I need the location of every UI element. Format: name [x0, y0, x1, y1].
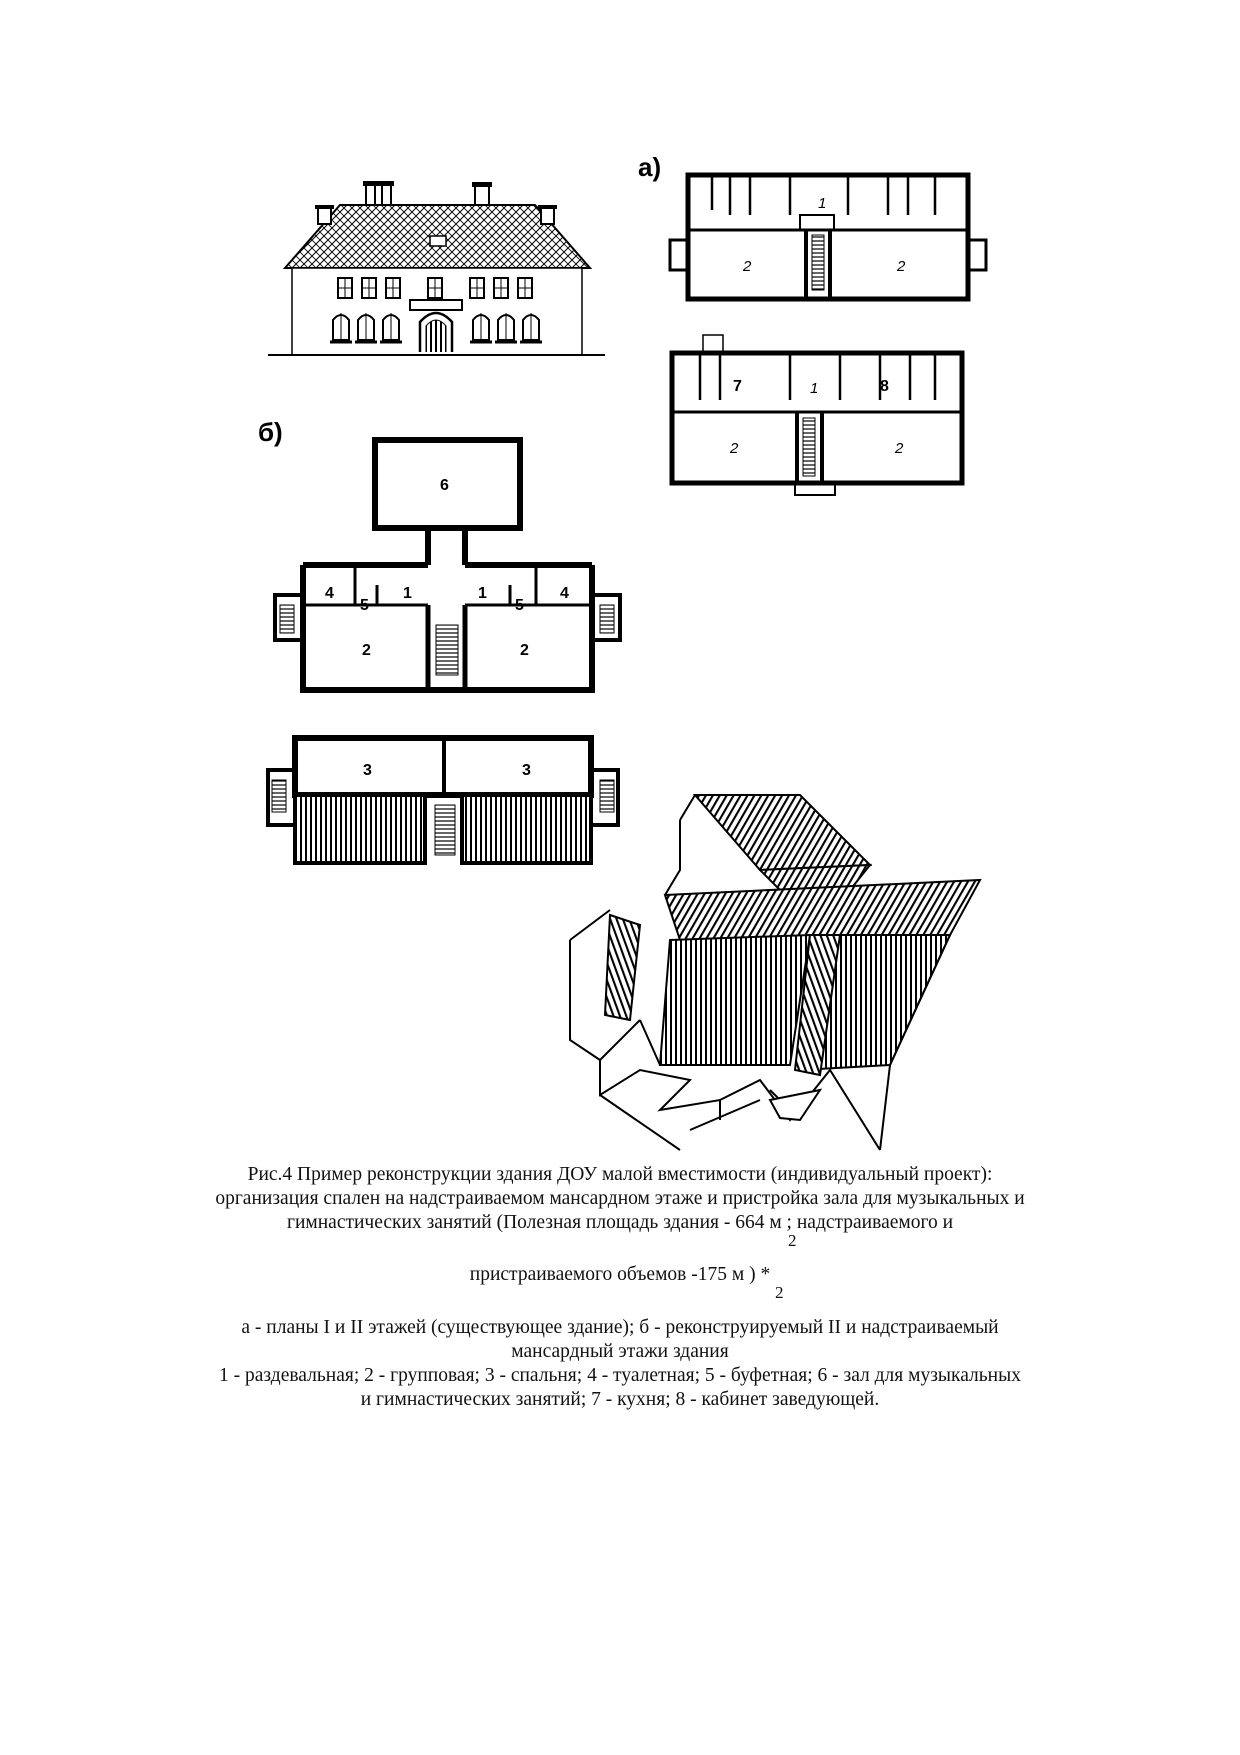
- room-number: 2: [743, 258, 752, 275]
- room-number: 1: [818, 195, 827, 212]
- caption-line: Рис.4 Пример реконструкции здания ДОУ малой вместимости (индивидуальный проект):: [247, 1164, 993, 1185]
- room-number: 4: [325, 585, 334, 602]
- legend-line: и гимнастических занятий; 7 - кухня; 8 - кабинет заведующей.: [360, 1389, 880, 1410]
- room-number: 4: [560, 585, 569, 602]
- room-number: 5: [515, 597, 524, 614]
- room-number: 7: [733, 378, 742, 395]
- label-b: б): [258, 417, 283, 447]
- caption-line: пристраиваемого объемов -175 м ) *: [469, 1264, 771, 1285]
- room-number: 8: [880, 378, 889, 395]
- facade-drawing: [268, 181, 605, 355]
- room-number: 5: [360, 597, 369, 614]
- room-number: 2: [895, 440, 904, 457]
- plan-b-mansard: [268, 738, 618, 863]
- legend-line: мансардный этажи здания: [511, 1341, 729, 1362]
- room-number: 1: [403, 585, 412, 602]
- caption-superscript: 2: [775, 1283, 784, 1302]
- label-a: а): [638, 152, 662, 182]
- room-number: 2: [730, 440, 739, 457]
- room-number: 1: [478, 585, 487, 602]
- room-number: 6: [440, 477, 449, 494]
- caption-superscript: 2: [788, 1231, 797, 1250]
- room-number: 1: [810, 380, 819, 397]
- plan-a-floor1: [670, 175, 986, 299]
- room-number: 3: [363, 762, 372, 779]
- room-number: 3: [522, 762, 531, 779]
- caption-line: гимнастических занятий (Полезная площадь здания - 664 м ; надстраиваемого и: [286, 1212, 954, 1233]
- axonometric-view: [570, 795, 980, 1150]
- room-number: 2: [897, 258, 906, 275]
- plan-a-floor2: [672, 335, 962, 495]
- legend-line: а - планы I и II этажей (существующее здание); б - реконструируемый II и надстраиваемый: [241, 1317, 999, 1338]
- room-number: 2: [520, 642, 529, 659]
- room-number: 2: [362, 642, 371, 659]
- legend-line: 1 - раздевальная; 2 - групповая; 3 - спальня; 4 - туалетная; 5 - буфетная; 6 - зал для музыкальных: [219, 1365, 1021, 1386]
- caption-line: организация спален на надстраиваемом мансардном этаже и пристройка зала для музыкальных и: [215, 1188, 1025, 1209]
